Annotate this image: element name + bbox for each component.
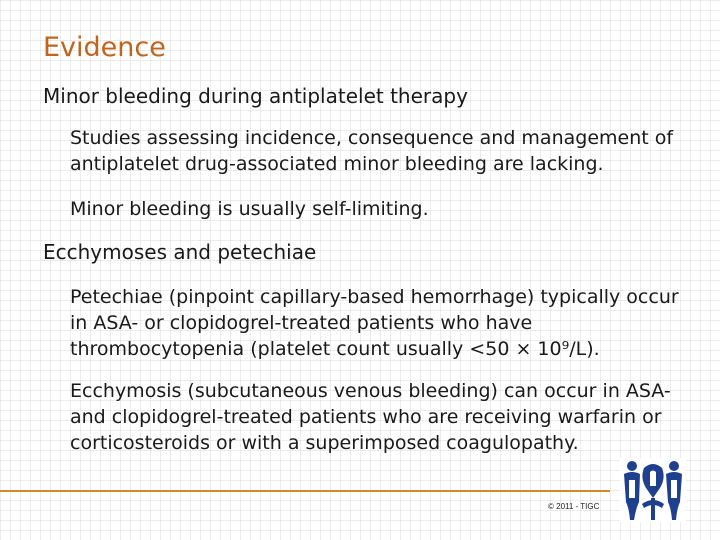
copyright-text: © 2011 - TIGC [548,502,600,511]
paragraph-studies-lacking: Studies assessing incidence, consequence and management of antiplatelet drug-associated minor bleeding are lacking. [70,127,674,175]
tigc-anatomy-logo-icon [620,458,686,522]
slide-title: Evidence [43,32,166,63]
section-heading-minor-bleeding: Minor bleeding during antiplatelet therapy [43,84,468,108]
paragraph-ecchymosis: Ecchymosis (subcutaneous venous bleeding) can occur in ASA- and clopidogrel-treated patients who are receiving warfarin or corticosteroids or with a superimposed coagulopathy. [70,380,671,454]
footer-divider [0,490,610,492]
section-heading-ecchymoses: Ecchymoses and petechiae [43,240,317,264]
paragraph-self-limiting: Minor bleeding is usually self-limiting. [70,198,429,220]
paragraph-petechiae: Petechiae (pinpoint capillary-based hemorrhage) typically occur in ASA- or clopidogrel-treated patients who have thrombocytopenia (platelet count usually <50 × 10⁹/L). [70,286,679,360]
